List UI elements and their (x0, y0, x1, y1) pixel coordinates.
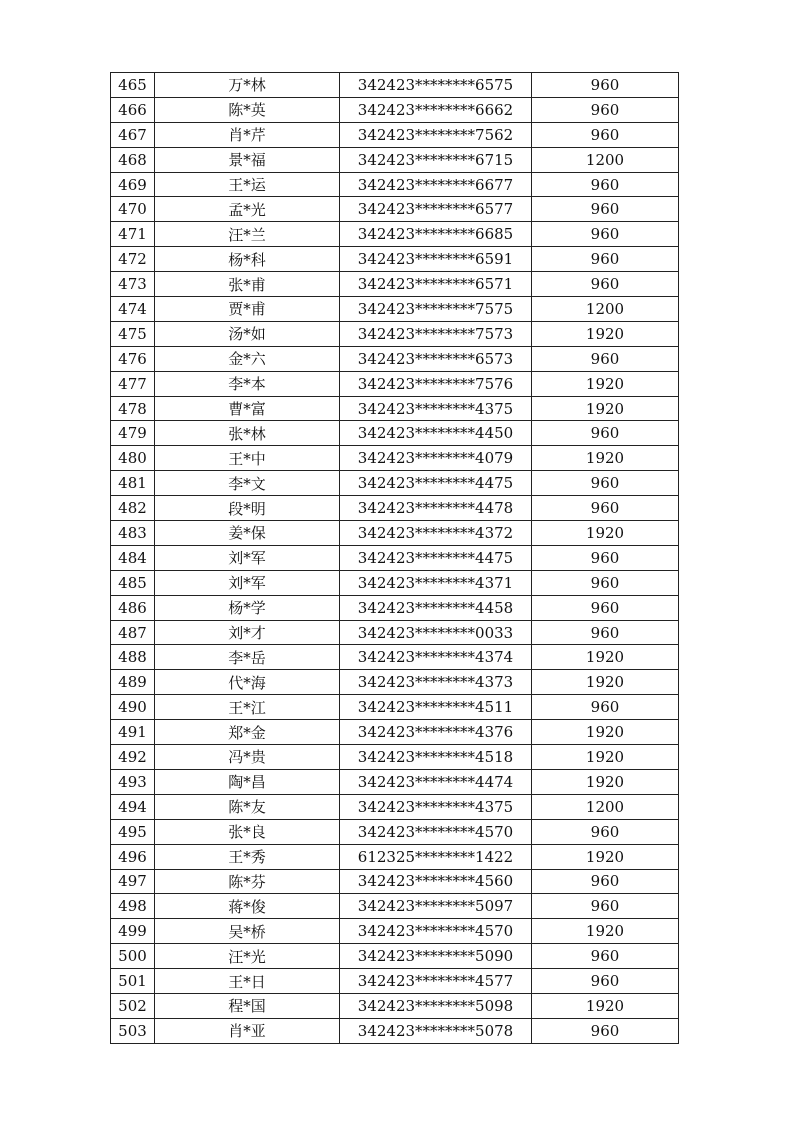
id-number-cell: 342423********4458 (340, 595, 532, 620)
name-cell: 王*中 (155, 446, 340, 471)
id-number-cell: 342423********7576 (340, 371, 532, 396)
name-cell: 刘*军 (155, 545, 340, 570)
name-cell: 郑*金 (155, 720, 340, 745)
amount-cell: 960 (532, 421, 679, 446)
row-number-cell: 495 (111, 819, 155, 844)
id-number-cell: 342423********4376 (340, 720, 532, 745)
id-number-cell: 342423********4475 (340, 545, 532, 570)
name-cell: 王*运 (155, 172, 340, 197)
id-number-cell: 342423********4373 (340, 670, 532, 695)
table-row (111, 496, 679, 521)
amount-cell: 960 (532, 197, 679, 222)
amount-cell: 960 (532, 894, 679, 919)
row-number-cell: 491 (111, 720, 155, 745)
id-number-cell: 342423********4371 (340, 570, 532, 595)
row-number-cell: 493 (111, 769, 155, 794)
name-cell: 张*林 (155, 421, 340, 446)
name-cell: 陈*英 (155, 97, 340, 122)
table-body (111, 73, 679, 1044)
id-number-cell: 342423********4570 (340, 919, 532, 944)
table-row (111, 471, 679, 496)
table-row (111, 844, 679, 869)
row-number-cell: 475 (111, 321, 155, 346)
row-number-cell: 497 (111, 869, 155, 894)
id-number-cell: 342423********4450 (340, 421, 532, 446)
name-cell: 李*本 (155, 371, 340, 396)
id-number-cell: 342423********6577 (340, 197, 532, 222)
amount-cell: 960 (532, 471, 679, 496)
id-number-cell: 342423********4475 (340, 471, 532, 496)
id-number-cell: 342423********5097 (340, 894, 532, 919)
amount-cell: 1920 (532, 446, 679, 471)
table-row (111, 969, 679, 994)
table-row (111, 794, 679, 819)
amount-cell: 960 (532, 222, 679, 247)
name-cell: 孟*光 (155, 197, 340, 222)
id-number-cell: 342423********6685 (340, 222, 532, 247)
amount-cell: 960 (532, 570, 679, 595)
name-cell: 冯*贵 (155, 745, 340, 770)
table-row (111, 819, 679, 844)
amount-cell: 1920 (532, 720, 679, 745)
id-number-cell: 342423********4577 (340, 969, 532, 994)
table-row (111, 122, 679, 147)
table-row (111, 620, 679, 645)
row-number-cell: 490 (111, 695, 155, 720)
table-row (111, 944, 679, 969)
row-number-cell: 472 (111, 247, 155, 272)
row-number-cell: 469 (111, 172, 155, 197)
name-cell: 李*岳 (155, 645, 340, 670)
row-number-cell: 476 (111, 346, 155, 371)
name-cell: 金*六 (155, 346, 340, 371)
id-number-cell: 342423********6573 (340, 346, 532, 371)
amount-cell: 1920 (532, 670, 679, 695)
name-cell: 肖*亚 (155, 1018, 340, 1043)
name-cell: 刘*军 (155, 570, 340, 595)
amount-cell: 1920 (532, 993, 679, 1018)
row-number-cell: 470 (111, 197, 155, 222)
name-cell: 肖*芹 (155, 122, 340, 147)
row-number-cell: 468 (111, 147, 155, 172)
amount-cell: 960 (532, 869, 679, 894)
id-number-cell: 342423********4560 (340, 869, 532, 894)
amount-cell: 1920 (532, 745, 679, 770)
table-row (111, 247, 679, 272)
row-number-cell: 494 (111, 794, 155, 819)
table-row (111, 446, 679, 471)
id-number-cell: 342423********4518 (340, 745, 532, 770)
table-row (111, 745, 679, 770)
id-number-cell: 342423********7573 (340, 321, 532, 346)
name-cell: 万*林 (155, 73, 340, 98)
name-cell: 景*福 (155, 147, 340, 172)
table-row (111, 147, 679, 172)
name-cell: 王*江 (155, 695, 340, 720)
amount-cell: 960 (532, 545, 679, 570)
table-row (111, 321, 679, 346)
name-cell: 程*国 (155, 993, 340, 1018)
id-number-cell: 342423********6715 (340, 147, 532, 172)
table-row (111, 396, 679, 421)
amount-cell: 1920 (532, 645, 679, 670)
table-row (111, 521, 679, 546)
amount-cell: 1920 (532, 521, 679, 546)
row-number-cell: 502 (111, 993, 155, 1018)
amount-cell: 1920 (532, 769, 679, 794)
amount-cell: 1920 (532, 396, 679, 421)
row-number-cell: 466 (111, 97, 155, 122)
amount-cell: 960 (532, 97, 679, 122)
name-cell: 李*文 (155, 471, 340, 496)
table-row (111, 1018, 679, 1043)
table-row (111, 545, 679, 570)
id-number-cell: 342423********4375 (340, 396, 532, 421)
row-number-cell: 480 (111, 446, 155, 471)
id-number-cell: 342423********5098 (340, 993, 532, 1018)
table-row (111, 297, 679, 322)
row-number-cell: 473 (111, 272, 155, 297)
table-row (111, 197, 679, 222)
name-cell: 陈*友 (155, 794, 340, 819)
name-cell: 王*日 (155, 969, 340, 994)
id-number-cell: 342423********4570 (340, 819, 532, 844)
name-cell: 汤*如 (155, 321, 340, 346)
table-row (111, 222, 679, 247)
row-number-cell: 481 (111, 471, 155, 496)
amount-cell: 960 (532, 1018, 679, 1043)
table-row (111, 570, 679, 595)
amount-cell: 1920 (532, 321, 679, 346)
id-number-cell: 342423********5078 (340, 1018, 532, 1043)
row-number-cell: 501 (111, 969, 155, 994)
id-number-cell: 342423********6662 (340, 97, 532, 122)
id-number-cell: 342423********4511 (340, 695, 532, 720)
name-cell: 段*明 (155, 496, 340, 521)
row-number-cell: 482 (111, 496, 155, 521)
id-number-cell: 342423********6591 (340, 247, 532, 272)
row-number-cell: 484 (111, 545, 155, 570)
id-number-cell: 342423********0033 (340, 620, 532, 645)
name-cell: 刘*才 (155, 620, 340, 645)
id-number-cell: 612325********1422 (340, 844, 532, 869)
row-number-cell: 488 (111, 645, 155, 670)
row-number-cell: 496 (111, 844, 155, 869)
amount-cell: 960 (532, 496, 679, 521)
id-number-cell: 342423********6571 (340, 272, 532, 297)
id-number-cell: 342423********7575 (340, 297, 532, 322)
table-row (111, 595, 679, 620)
name-cell: 汪*光 (155, 944, 340, 969)
row-number-cell: 486 (111, 595, 155, 620)
row-number-cell: 498 (111, 894, 155, 919)
row-number-cell: 479 (111, 421, 155, 446)
id-number-cell: 342423********4478 (340, 496, 532, 521)
name-cell: 王*秀 (155, 844, 340, 869)
table-row (111, 272, 679, 297)
table-row (111, 670, 679, 695)
table-row (111, 371, 679, 396)
name-cell: 陶*昌 (155, 769, 340, 794)
amount-cell: 1920 (532, 844, 679, 869)
row-number-cell: 478 (111, 396, 155, 421)
row-number-cell: 485 (111, 570, 155, 595)
id-number-cell: 342423********4474 (340, 769, 532, 794)
table-row (111, 869, 679, 894)
row-number-cell: 471 (111, 222, 155, 247)
name-cell: 张*甫 (155, 272, 340, 297)
table-row (111, 97, 679, 122)
amount-cell: 960 (532, 346, 679, 371)
amount-cell: 1200 (532, 794, 679, 819)
table-row (111, 172, 679, 197)
amount-cell: 1920 (532, 371, 679, 396)
amount-cell: 960 (532, 172, 679, 197)
table-row (111, 695, 679, 720)
amount-cell: 960 (532, 272, 679, 297)
amount-cell: 960 (532, 944, 679, 969)
table-row (111, 73, 679, 98)
name-cell: 吴*桥 (155, 919, 340, 944)
amount-cell: 960 (532, 247, 679, 272)
name-cell: 曹*富 (155, 396, 340, 421)
id-number-cell: 342423********4374 (340, 645, 532, 670)
row-number-cell: 503 (111, 1018, 155, 1043)
amount-cell: 1200 (532, 297, 679, 322)
row-number-cell: 500 (111, 944, 155, 969)
id-number-cell: 342423********6677 (340, 172, 532, 197)
amount-cell: 960 (532, 620, 679, 645)
id-number-cell: 342423********5090 (340, 944, 532, 969)
id-number-cell: 342423********7562 (340, 122, 532, 147)
row-number-cell: 492 (111, 745, 155, 770)
row-number-cell: 487 (111, 620, 155, 645)
table-row (111, 769, 679, 794)
subsidy-table (110, 72, 679, 1044)
name-cell: 张*良 (155, 819, 340, 844)
amount-cell: 1200 (532, 147, 679, 172)
name-cell: 陈*芬 (155, 869, 340, 894)
name-cell: 汪*兰 (155, 222, 340, 247)
table-row (111, 421, 679, 446)
id-number-cell: 342423********4372 (340, 521, 532, 546)
amount-cell: 960 (532, 595, 679, 620)
table-row (111, 720, 679, 745)
amount-cell: 1920 (532, 919, 679, 944)
amount-cell: 960 (532, 122, 679, 147)
table-row (111, 919, 679, 944)
table-row (111, 993, 679, 1018)
row-number-cell: 483 (111, 521, 155, 546)
amount-cell: 960 (532, 73, 679, 98)
row-number-cell: 499 (111, 919, 155, 944)
amount-cell: 960 (532, 969, 679, 994)
name-cell: 杨*科 (155, 247, 340, 272)
id-number-cell: 342423********4079 (340, 446, 532, 471)
amount-cell: 960 (532, 695, 679, 720)
id-number-cell: 342423********4375 (340, 794, 532, 819)
name-cell: 贾*甫 (155, 297, 340, 322)
table-row (111, 346, 679, 371)
name-cell: 代*海 (155, 670, 340, 695)
row-number-cell: 489 (111, 670, 155, 695)
row-number-cell: 477 (111, 371, 155, 396)
row-number-cell: 474 (111, 297, 155, 322)
table-row (111, 645, 679, 670)
id-number-cell: 342423********6575 (340, 73, 532, 98)
name-cell: 姜*保 (155, 521, 340, 546)
name-cell: 杨*学 (155, 595, 340, 620)
table-row (111, 894, 679, 919)
amount-cell: 960 (532, 819, 679, 844)
row-number-cell: 467 (111, 122, 155, 147)
row-number-cell: 465 (111, 73, 155, 98)
name-cell: 蒋*俊 (155, 894, 340, 919)
